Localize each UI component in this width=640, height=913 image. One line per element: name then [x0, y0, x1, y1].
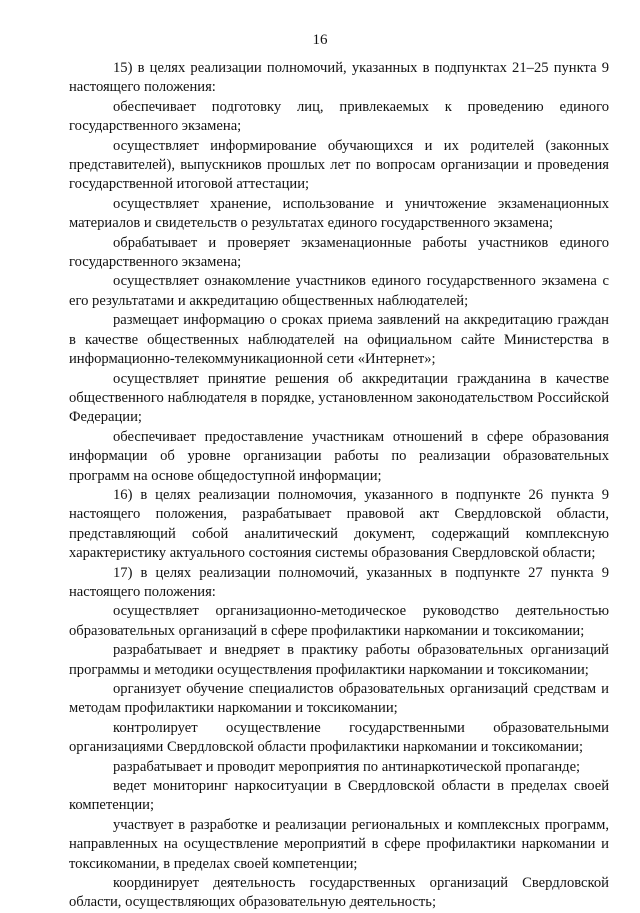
paragraph-information: обеспечивает предоставление участникам отношений в сфере образования информации об уровне организации работы по реализации образовательных программ на основе общедоступной информации; [69, 428, 609, 484]
paragraph-methodical-guidance: осуществляет организационно-методическое руководство деятельностью образовательных организаций в сфере профилактики наркомании и токсикомании; [69, 603, 609, 639]
paragraph-storage: осуществляет хранение, использование и уничтожение экзаменационных материалов и свидетельств о результатах единого государственного экзамена; [69, 195, 609, 232]
paragraph-exam-training: обеспечивает подготовку лиц, привлекаемых к проведению единого государственного экзамена; [69, 98, 609, 135]
paragraph-informing: осуществляет информирование обучающихся и их родителей (законных представителей), выпускников прошлых лет по вопросам организации и проведения государственной итоговой аттестации; [69, 137, 609, 193]
paragraph-checking: обрабатывает и проверяет экзаменационные работы участников единого государственного экзамена; [69, 234, 609, 271]
paragraph-control: контролирует осуществление государственными образовательными организациями Свердловской области профилактики наркомании и токсикомании; [69, 719, 609, 756]
paragraph-propaganda: разрабатывает и проводит мероприятия по антинаркотической пропаганде; [113, 758, 581, 775]
paragraph-monitoring: ведет мониторинг наркоситуации в Свердловской области в пределах своей компетенции; [69, 778, 609, 814]
paragraph-accreditation: осуществляет принятие решения об аккредитации гражданина в качестве общественного наблюдателя в порядке, установленном законодательством Российской Федерации; [69, 370, 609, 426]
paragraph-coordination: координирует деятельность государственных организаций Свердловской области, осуществляющих образовательную деятельность; [69, 875, 609, 911]
document-body [69, 59, 609, 913]
page-number: 16 [312, 32, 328, 48]
paragraph-item-15: 15) в целях реализации полномочий, указанных в подпунктах 21–25 пункта 9 настоящего положения: [69, 60, 609, 96]
paragraph-publishing: размещает информацию о сроках приема заявлений на аккредитацию граждан в качестве общественных наблюдателей на официальном сайте Министерства в информационно-телекоммуникационной сети «Интернет»; [69, 312, 609, 368]
paragraph-item-16: 16) в целях реализации полномочия, указанного в подпункте 26 пункта 9 настоящего положения, разрабатывает правовой акт Свердловской области, представляющий собой аналитический документ, содержащий комплексную характеристику актуального состояния системы образования Свердловской области; [69, 486, 609, 562]
paragraph-results: осуществляет ознакомление участников единого государственного экзамена с его результатами и аккредитацию общественных наблюдателей; [69, 273, 609, 309]
paragraph-regional-programs: участвует в разработке и реализации региональных и комплексных программ, направленных на осуществление мероприятий в сфере профилактики наркомании и токсикомании, в пределах своей компетенции; [69, 816, 609, 872]
paragraph-programs: разрабатывает и внедряет в практику работы образовательных организаций программы и методики осуществления профилактики наркомании и токсикомании; [69, 642, 609, 678]
paragraph-training: организует обучение специалистов образовательных организаций средствам и методам профилактики наркомании и токсикомании; [69, 681, 609, 717]
paragraph-item-17: 17) в целях реализации полномочий, указанных в подпункте 27 пункта 9 настоящего положения: [69, 564, 609, 600]
